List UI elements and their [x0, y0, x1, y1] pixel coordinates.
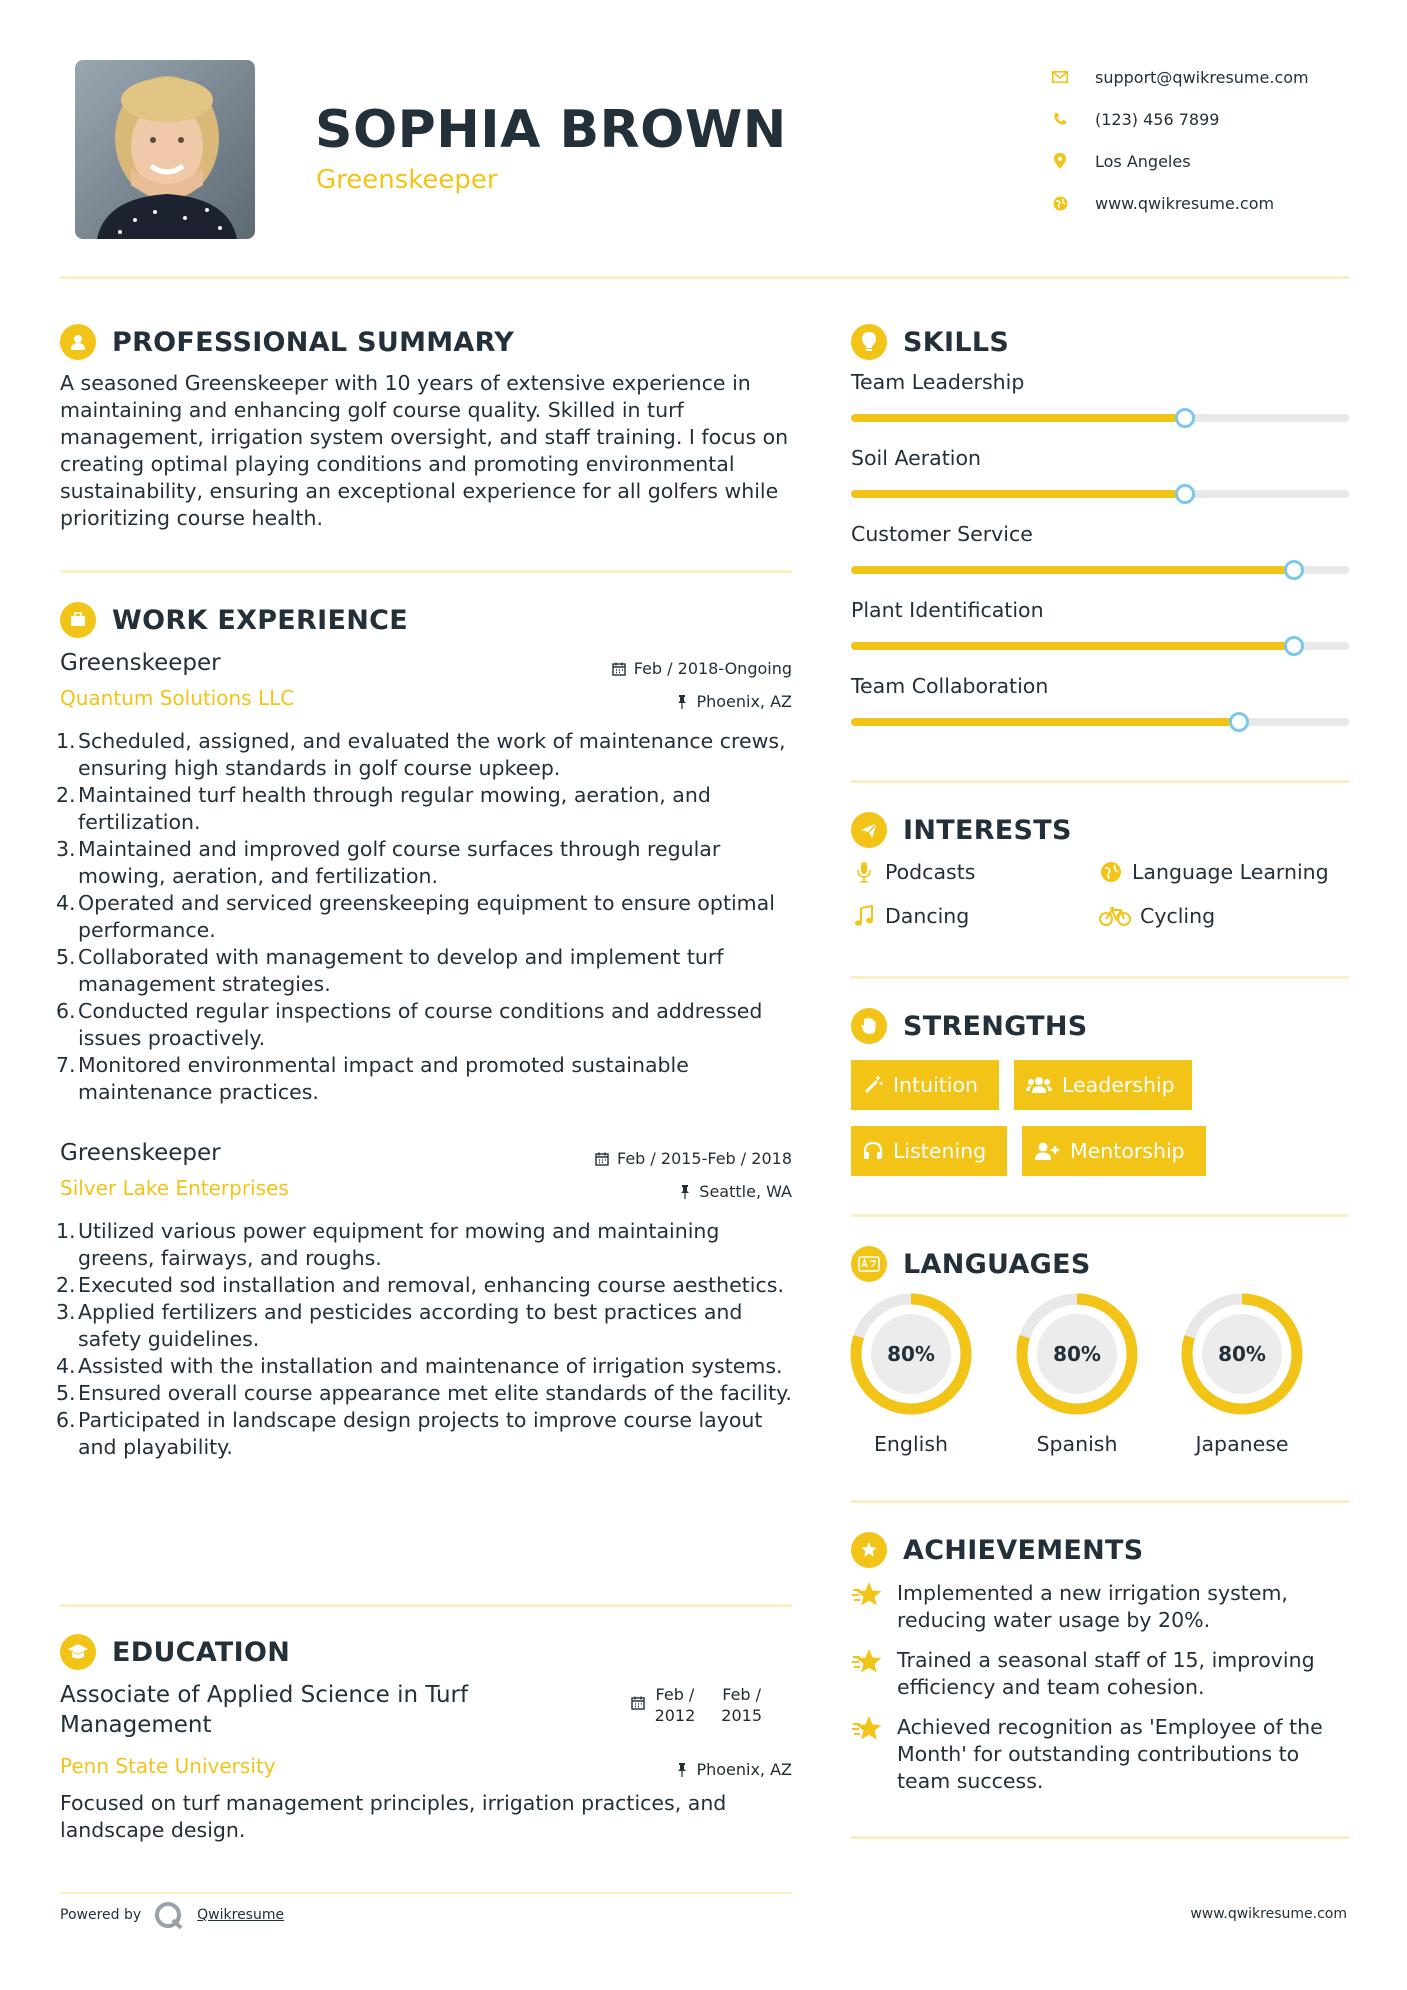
- list-item: 6. Participated in landscape design projects to improve course layout and playability.: [56, 1408, 763, 1459]
- skill-item: [851, 674, 1349, 698]
- list-item: 5. Collaborated with management to develop and implement turf management strategies.: [56, 945, 724, 996]
- skill-item: [851, 446, 1349, 470]
- skill-level-knob: [1175, 408, 1195, 428]
- school-name: Penn State University: [60, 1754, 276, 1778]
- language-percent: 80%: [1037, 1314, 1117, 1394]
- strength-tag: Mentorship: [1022, 1126, 1206, 1176]
- phone-icon: [1050, 109, 1070, 129]
- briefcase-icon: [60, 602, 96, 638]
- summary-divider: [60, 570, 792, 573]
- brand-link[interactable]: Qwikresume: [197, 1907, 285, 1923]
- job-dates-text: Feb / 2015-Feb / 2018: [617, 1149, 792, 1168]
- language-icon: [851, 1246, 887, 1282]
- users-icon: [1026, 1075, 1052, 1095]
- globe-icon: [1098, 860, 1124, 884]
- contact-location: [1050, 140, 1370, 182]
- skill-level-knob: [1284, 636, 1304, 656]
- skill-bar-fill: [851, 642, 1294, 650]
- list-item: 1. Utilized various power equipment for mowing and maintaining greens, fairways, and roughs.: [56, 1219, 720, 1270]
- job-company: Silver Lake Enterprises: [60, 1176, 289, 1200]
- skills-heading: [851, 324, 1009, 360]
- pushpin-icon: [679, 1185, 691, 1199]
- contact-email[interactable]: [1050, 56, 1370, 98]
- skill-bar-fill: [851, 490, 1185, 498]
- website-text: www.qwikresume.com: [1095, 193, 1275, 213]
- list-item: 3. Applied fertilizers and pesticides according to best practices and safety guidelines.: [56, 1300, 743, 1351]
- skill-bar: [851, 642, 1349, 650]
- calendar-icon: [612, 662, 626, 676]
- job-location: [612, 685, 792, 718]
- skill-level-knob: [1229, 712, 1249, 732]
- list-item: 5. Ensured overall course appearance met elite standards of the facility.: [56, 1381, 792, 1405]
- job-title: Greenskeeper: [60, 650, 221, 676]
- languages-divider: [851, 1500, 1349, 1503]
- language-percent: 80%: [871, 1314, 951, 1394]
- list-item: 1. Scheduled, assigned, and evaluated the work of maintenance crews, ensuring high standards in golf course upkeep.: [56, 729, 786, 780]
- bicycle-icon: [1098, 904, 1132, 928]
- job-dates-text: Feb / 2018-Ongoing: [633, 659, 792, 678]
- footer-powered-by: [60, 1900, 284, 1930]
- calendar-icon: [631, 1696, 645, 1710]
- end-date: Feb / 2015: [721, 1685, 762, 1725]
- pushpin-icon: [676, 695, 688, 709]
- summary-heading: [60, 324, 514, 360]
- skill-name: Team Leadership: [851, 370, 1025, 394]
- language-percent: 80%: [1202, 1314, 1282, 1394]
- music-note-icon: [851, 904, 877, 928]
- star-icon: [851, 1647, 885, 1677]
- skill-bar-fill: [851, 566, 1294, 574]
- language-donut: [1180, 1292, 1304, 1416]
- language-item: [1015, 1292, 1139, 1456]
- skill-item: [851, 370, 1349, 394]
- list-item: 4. Assisted with the installation and maintenance of irrigation systems.: [56, 1354, 783, 1378]
- list-item: 7. Monitored environmental impact and promoted sustainable maintenance practices.: [56, 1053, 689, 1104]
- powered-by-text: Powered by: [60, 1907, 142, 1923]
- header-divider: [60, 276, 1349, 279]
- skill-name: Soil Aeration: [851, 446, 981, 470]
- language-donut: [1015, 1292, 1139, 1416]
- contact-phone[interactable]: [1050, 98, 1370, 140]
- calendar-icon: [595, 1152, 609, 1166]
- strength-tag: Leadership: [1014, 1060, 1192, 1110]
- skill-level-knob: [1175, 484, 1195, 504]
- language-item: [849, 1292, 973, 1456]
- summary-text: A seasoned Greenskeeper with 10 years of extensive experience in maintaining and enhancing golf course quality. Skilled in turf management, irrigation system oversight, and staff training. I focus on creating optimal playing conditions and promoting environmental sustainability, ensuring an exceptional experience for all golfers while prioritizing course health.: [60, 371, 789, 530]
- language-name: English: [873, 1432, 949, 1456]
- job-title: Greenskeeper: [60, 1140, 221, 1166]
- language-name: Spanish: [1036, 1432, 1118, 1456]
- education-divider: [60, 1892, 792, 1894]
- qwikresume-logo-icon: [153, 1900, 187, 1930]
- globe-icon: [1050, 193, 1070, 213]
- job-company: Quantum Solutions LLC: [60, 686, 295, 710]
- job-entry-2: [56, 1140, 792, 1461]
- skills-divider: [851, 780, 1349, 783]
- skill-bar: [851, 566, 1349, 574]
- language-donut: [849, 1292, 973, 1416]
- skill-bar-fill: [851, 718, 1239, 726]
- experience-title: WORK EXPERIENCE: [112, 604, 408, 636]
- job-dates: [612, 652, 792, 685]
- list-item: 2. Maintained turf health through regular mowing, aeration, and fertilization.: [56, 783, 711, 834]
- job-location-text: Phoenix, AZ: [696, 692, 792, 711]
- achievement-item: Implemented a new irrigation system, reducing water usage by 20%.: [851, 1580, 1351, 1634]
- skill-name: Customer Service: [851, 522, 1033, 546]
- list-item: 6. Conducted regular inspections of course conditions and addressed issues proactively.: [56, 999, 763, 1050]
- start-date: Feb / 2012: [654, 1685, 696, 1725]
- skill-name: Team Collaboration: [851, 674, 1049, 698]
- job-location-text: Seattle, WA: [699, 1182, 792, 1201]
- strength-tag: Listening: [851, 1126, 1007, 1176]
- education-entry: [60, 1680, 792, 1844]
- list-item: 3. Maintained and improved golf course surfaces through regular mowing, aeration, and fertilization.: [56, 837, 721, 888]
- hand-icon: [851, 1008, 887, 1044]
- languages-title: LANGUAGES: [903, 1248, 1091, 1280]
- education-title: EDUCATION: [112, 1636, 291, 1668]
- education-location: Phoenix, AZ: [676, 1760, 792, 1779]
- skill-name: Plant Identification: [851, 598, 1044, 622]
- phone-text: (123) 456 7899: [1095, 109, 1220, 129]
- interests-title: INTERESTS: [903, 814, 1072, 846]
- magic-wand-icon: [863, 1075, 883, 1095]
- language-item: [1180, 1292, 1304, 1456]
- education-heading: [60, 1634, 290, 1670]
- achievement-item: Achieved recognition as 'Employee of the Month' for outstanding contributions to team success.: [851, 1714, 1351, 1795]
- job-meta: [612, 652, 792, 718]
- degree-title: Associate of Applied Science in Turf Management: [60, 1682, 469, 1738]
- strengths-heading: [851, 1008, 1088, 1044]
- achievement-item: Trained a seasonal staff of 15, improving efficiency and team cohesion.: [851, 1647, 1351, 1701]
- skill-bar-fill: [851, 414, 1185, 422]
- job-bullets: [56, 1218, 792, 1461]
- skill-bar: [851, 414, 1349, 422]
- strengths-divider: [851, 1214, 1349, 1217]
- achievements-heading: [851, 1532, 1144, 1568]
- star-icon: [851, 1714, 885, 1744]
- star-icon: [851, 1580, 885, 1610]
- candidate-name: SOPHIA BROWN: [315, 100, 787, 160]
- candidate-role: Greenskeeper: [316, 165, 498, 195]
- skills-title: SKILLS: [903, 326, 1010, 358]
- envelope-icon: [1050, 67, 1070, 87]
- strength-tag: Intuition: [851, 1060, 999, 1110]
- contact-block: [1050, 56, 1370, 224]
- education-description: Focused on turf management principles, irrigation practices, and landscape design.: [60, 1791, 727, 1842]
- skill-bar: [851, 718, 1349, 726]
- job-bullets: [56, 728, 792, 1106]
- list-item: 2. Executed sod installation and removal, enhancing course aesthetics.: [56, 1273, 784, 1297]
- interest-item: Podcasts: [851, 860, 975, 884]
- education-dates: [631, 1684, 762, 1726]
- skill-item: [851, 522, 1349, 546]
- headphones-icon: [863, 1141, 883, 1161]
- paper-plane-icon: [851, 812, 887, 848]
- user-icon: [60, 324, 96, 360]
- user-plus-icon: [1034, 1141, 1060, 1161]
- list-item: 4. Operated and serviced greenskeeping equipment to ensure optimal performance.: [56, 891, 775, 942]
- badge-star-icon: [851, 1532, 887, 1568]
- microphone-icon: [851, 860, 877, 884]
- skill-item: [851, 598, 1349, 622]
- languages-heading: [851, 1246, 1091, 1282]
- email-text: support@qwikresume.com: [1095, 67, 1309, 87]
- skill-bar: [851, 490, 1349, 498]
- footer-website[interactable]: www.qwikresume.com: [1190, 1906, 1347, 1922]
- graduation-cap-icon: [60, 1634, 96, 1670]
- interest-item: Language Learning: [1098, 860, 1329, 884]
- profile-photo: [75, 60, 255, 239]
- experience-divider: [60, 1604, 792, 1607]
- summary-title: PROFESSIONAL SUMMARY: [112, 326, 515, 358]
- achievements-title: ACHIEVEMENTS: [903, 1534, 1144, 1566]
- contact-website[interactable]: [1050, 182, 1370, 224]
- location-text: Los Angeles: [1095, 151, 1191, 171]
- job-dates: [595, 1142, 792, 1175]
- interest-item: Dancing: [851, 904, 969, 928]
- job-meta: [595, 1142, 792, 1208]
- experience-heading: [60, 602, 408, 638]
- interests-divider: [851, 976, 1349, 979]
- language-name: Japanese: [1195, 1432, 1289, 1456]
- map-pin-icon: [1050, 151, 1070, 171]
- interest-item: Cycling: [1098, 904, 1215, 928]
- job-location: [595, 1175, 792, 1208]
- strengths-title: STRENGTHS: [903, 1010, 1088, 1042]
- pushpin-icon: [676, 1763, 688, 1777]
- lightbulb-icon: [851, 324, 887, 360]
- skill-level-knob: [1284, 560, 1304, 580]
- interests-heading: [851, 812, 1072, 848]
- achievements-divider: [851, 1836, 1349, 1839]
- job-entry-1: [56, 650, 792, 1106]
